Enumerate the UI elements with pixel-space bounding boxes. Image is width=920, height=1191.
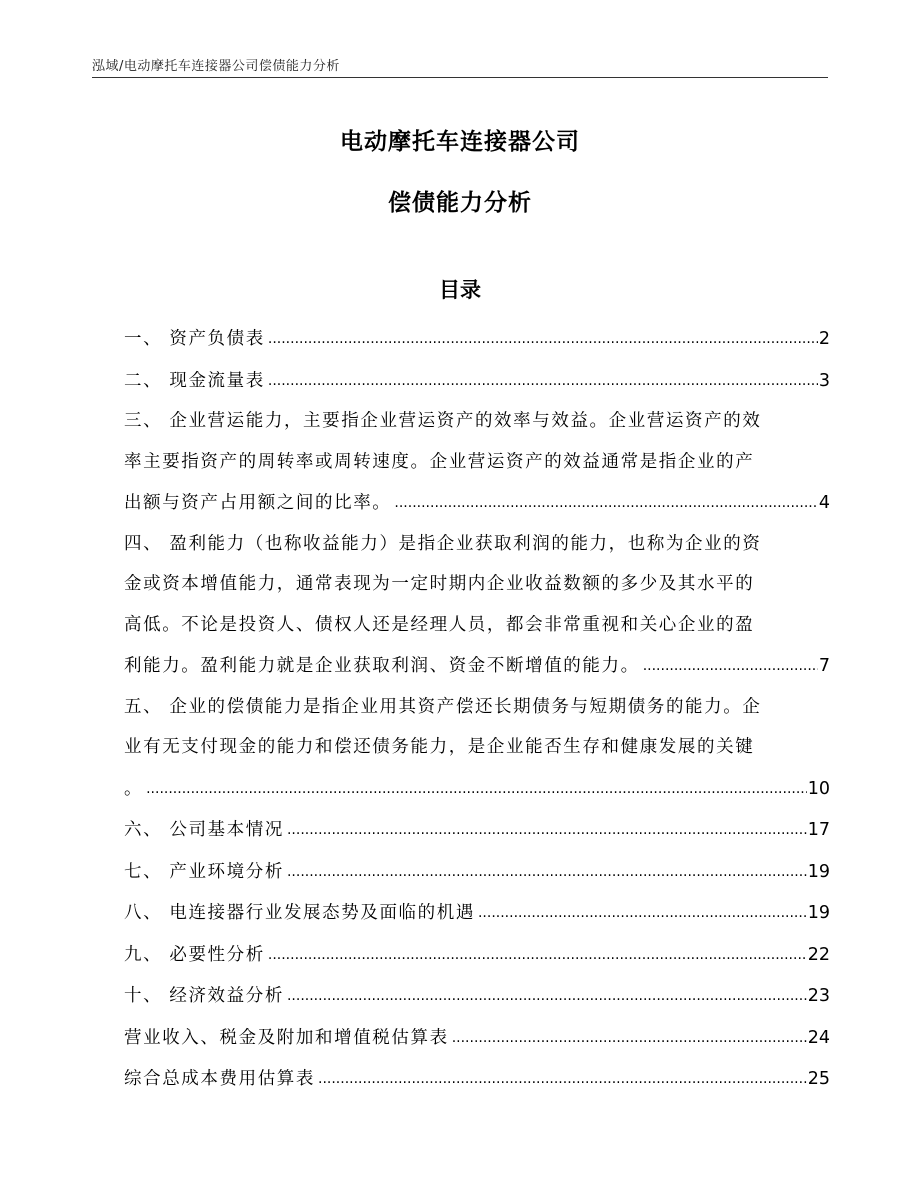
- toc-entry-text: 一、 资产负债表: [124, 329, 265, 349]
- toc-page-number: 7: [818, 656, 830, 676]
- toc-page-number: 25: [807, 1069, 830, 1089]
- toc-leader-dots: [287, 809, 807, 851]
- document-title-line-2: 偿债能力分析: [388, 190, 532, 216]
- toc-leader-dots: [146, 768, 807, 810]
- toc-entry-7[interactable]: [124, 851, 830, 893]
- document-title-line-1: 电动摩托车连接器公司: [340, 129, 580, 155]
- toc-entry-text: 金或资本增值能力，通常表现为一定时期内企业收益数额的多少及其水平的: [124, 574, 755, 594]
- toc-entry-text: 四、 盈利能力（也称收益能力）是指企业获取利润的能力，也称为企业的资: [124, 533, 762, 554]
- toc-leader-dots: [643, 645, 818, 687]
- toc-entry-text: 三、 企业营运能力，主要指企业营运资产的效率与效益。企业营运资产的效: [124, 411, 762, 431]
- toc-entry-text: 。: [124, 778, 144, 799]
- toc-leader-dots: [478, 892, 807, 934]
- toc-entry-3[interactable]: [124, 401, 830, 524]
- toc-entry-text: 综合总成本费用估算表: [124, 1069, 315, 1089]
- toc-entry-12[interactable]: [124, 1058, 830, 1100]
- toc-page-number: 23: [807, 986, 830, 1006]
- toc-page-number: 19: [807, 861, 830, 882]
- header-rule: [92, 77, 828, 78]
- toc-leader-dots: [452, 1017, 807, 1059]
- toc-entry-9[interactable]: [124, 934, 830, 976]
- toc-entry-2[interactable]: [124, 360, 830, 402]
- toc-entry-8[interactable]: [124, 892, 830, 934]
- toc-leader-dots: [268, 318, 818, 360]
- toc-entry-text: 十、 经济效益分析: [124, 986, 284, 1006]
- toc-entry-text: 业有无支付现金的能力和偿还债务能力，是企业能否生存和健康发展的关键: [124, 737, 755, 757]
- toc-entry-text: 八、 电连接器行业发展态势及面临的机遇: [124, 903, 475, 923]
- toc-entry-5[interactable]: [124, 687, 830, 810]
- toc-page-number: 19: [807, 903, 830, 923]
- toc-entry-6[interactable]: [124, 809, 830, 851]
- toc-page-number: 4: [818, 493, 830, 513]
- toc-leader-dots: [287, 851, 807, 893]
- toc-entry-text: 五、 企业的偿债能力是指企业用其资产偿还长期债务与短期债务的能力。企: [124, 696, 762, 717]
- toc-leader-dots: [268, 934, 807, 976]
- toc-entry-1[interactable]: [124, 318, 830, 360]
- toc-heading: 目录: [439, 278, 481, 302]
- toc-entry-text: 高低。不论是投资人、债权人还是经理人员，都会非常重视和关心企业的盈: [124, 614, 755, 635]
- running-header: 泓域/电动摩托车连接器公司偿债能力分析: [92, 59, 340, 74]
- toc-page-number: 3: [818, 370, 830, 391]
- toc-entry-11[interactable]: [124, 1017, 830, 1059]
- toc-page-number: 10: [807, 778, 830, 799]
- toc-page-number: 2: [818, 329, 830, 349]
- table-of-contents: [124, 318, 830, 1100]
- toc-entry-text: 七、 产业环境分析: [124, 861, 284, 882]
- toc-entry-text: 出额与资产占用额之间的比率。: [124, 493, 392, 513]
- toc-leader-dots: [268, 360, 818, 402]
- toc-page-number: 22: [807, 944, 830, 965]
- toc-entry-text: 利能力。盈利能力就是企业获取利润、资金不断增值的能力。: [124, 656, 640, 676]
- toc-entry-text: 率主要指资产的周转率或周转速度。企业营运资产的效益通常是指企业的产: [124, 451, 755, 472]
- toc-entry-text: 九、 必要性分析: [124, 944, 265, 965]
- toc-leader-dots: [394, 482, 817, 524]
- toc-page-number: 24: [807, 1027, 830, 1048]
- toc-leader-dots: [318, 1058, 807, 1100]
- toc-entry-text: 营业收入、税金及附加和增值税估算表: [124, 1027, 449, 1048]
- toc-leader-dots: [287, 975, 807, 1017]
- toc-entry-10[interactable]: [124, 975, 830, 1017]
- toc-entry-text: 六、 公司基本情况: [124, 820, 284, 840]
- toc-entry-4[interactable]: [124, 524, 830, 687]
- toc-page-number: 17: [807, 820, 830, 840]
- toc-entry-text: 二、 现金流量表: [124, 370, 265, 391]
